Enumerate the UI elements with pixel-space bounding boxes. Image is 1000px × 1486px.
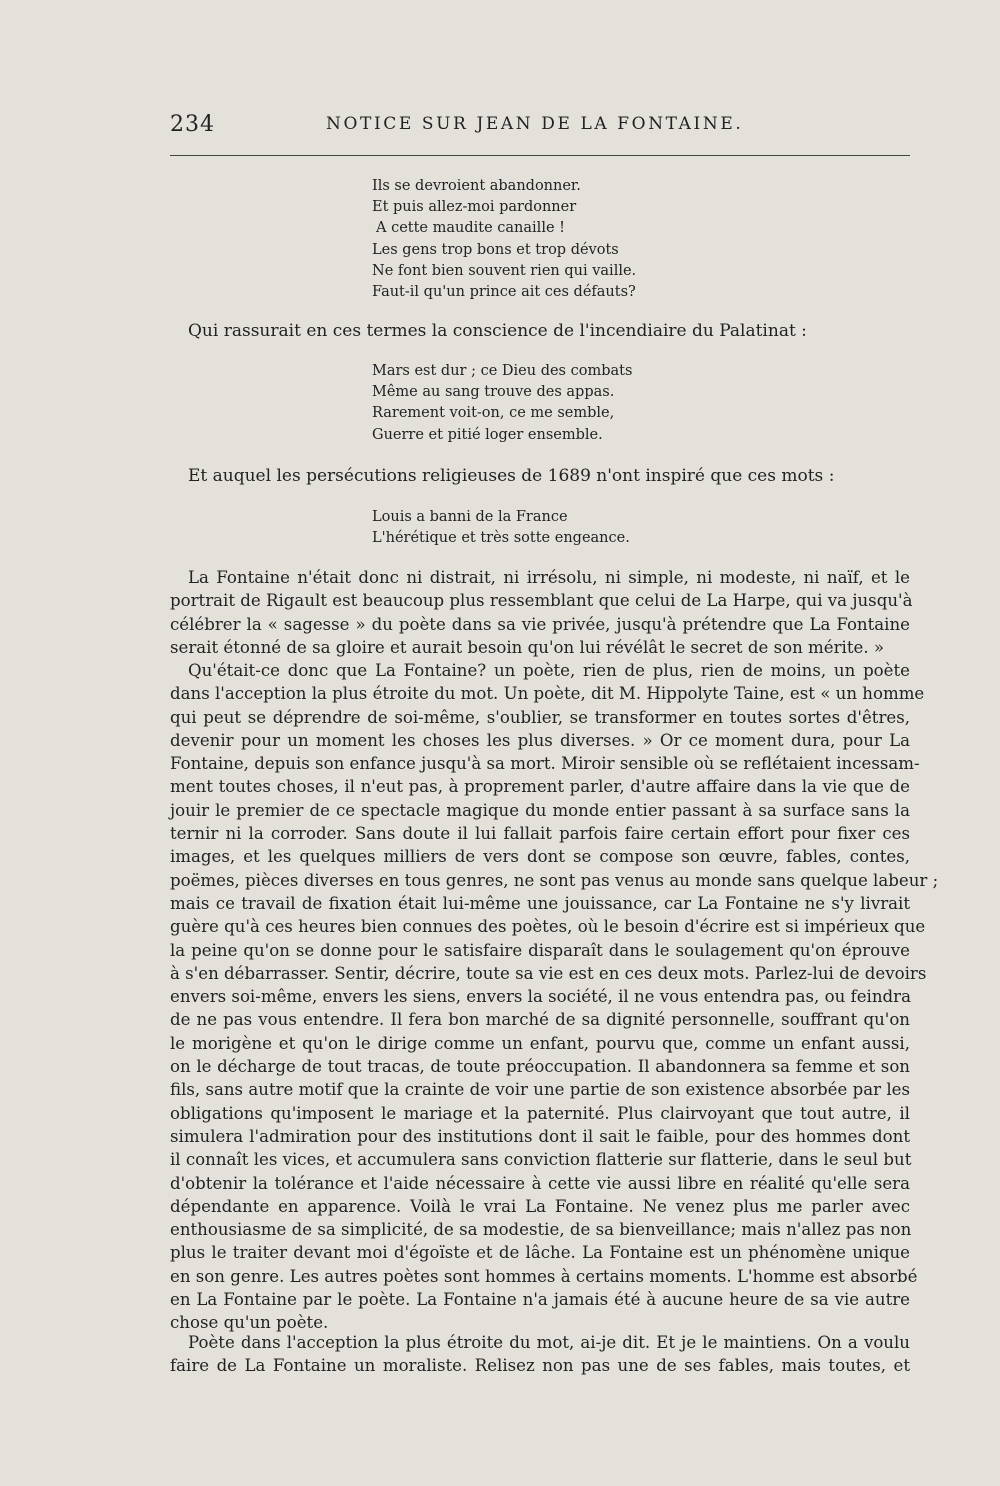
paragraph-1 (170, 566, 913, 659)
verse-line: Ne font bien souvent rien qui vaille. (372, 262, 637, 279)
paragraph-line: La Fontaine n'était donc ni distrait, ni irrésolu, ni simple, ni modeste, ni naïf, et le (188, 568, 910, 587)
verse-line: L'hérétique et très sotte engeance. (372, 530, 630, 547)
paragraph-line: fils, sans autre motif que la crainte de voir une partie de son existence absorbée par les (170, 1080, 910, 1100)
paragraph-line: de ne pas vous entendre. Il fera bon marché de sa dignité personnelle, souffrant qu'on (170, 1010, 910, 1030)
paragraph-line: chose qu'un poète. (170, 1313, 329, 1333)
verse-line: Louis a banni de la France (372, 509, 568, 525)
paragraph-line: faire de La Fontaine un moraliste. Relisez non pas une de ses fables, mais toutes, et (170, 1356, 910, 1376)
verse-line: Faut-il qu'un prince ait ces défauts? (372, 284, 636, 301)
page-header (170, 112, 910, 142)
paragraph-line: portrait de Rigault est beaucoup plus ressemblant que celui de La Harpe, qui va jusqu'à (170, 591, 913, 611)
paragraph-line: images, et les quelques milliers de vers dont se compose son œuvre, fables, contes, (170, 847, 910, 867)
paragraph-line: en La Fontaine par le poète. La Fontaine n'a jamais été à aucune heure de sa vie autre (170, 1290, 910, 1310)
verse-line: A cette maudite canaille ! (376, 220, 565, 237)
paragraph-2 (170, 659, 939, 1335)
paragraph-line: le morigène et qu'on le dirige comme un enfant, pourvu que, comme un enfant aussi, (170, 1033, 910, 1053)
paragraph-line: il connaît les vices, et accumulera sans conviction flatterie sur flatterie, dans le seul but (170, 1150, 912, 1170)
paragraph-line: dans l'acception la plus étroite du mot. Un poète, dit M. Hippolyte Taine, est « un homme (170, 684, 925, 704)
paragraph-line: qui peut se déprendre de soi-même, s'oublier, se transformer en toutes sortes d'êtres, (170, 707, 910, 727)
verse-line: Guerre et pitié loger ensemble. (372, 426, 603, 443)
verse-line: Rarement voit-on, ce me semble, (372, 405, 615, 422)
paragraph-line: guère qu'à ces heures bien connues des poètes, où le besoin d'écrire est si impérieux que (170, 917, 926, 937)
intro-line-1: Qui rassurait en ces termes la conscience de l'incendiaire du Palatinat : (188, 321, 807, 341)
paragraph-line: à s'en débarrasser. Sentir, décrire, toute sa vie est en ces deux mots. Parlez-lui de devoirs (170, 963, 927, 983)
paragraph-line: simulera l'admiration pour des institutions dont il sait le faible, pour des hommes dont (170, 1126, 910, 1146)
paragraph-line: obligations qu'imposent le mariage et la paternité. Plus clairvoyant que tout autre, il (170, 1103, 910, 1123)
verse-block-2 (372, 361, 632, 446)
intro-line-2: Et auquel les persécutions religieuses de 1689 n'ont inspiré que ces mots : (188, 466, 835, 486)
paragraph-line: jouir le premier de ce spectacle magique du monde entier passant à sa surface sans la (170, 800, 910, 820)
paragraph-line: ternir ni la corroder. Sans doute il lui fallait parfois faire certain effort pour fixer ces (170, 824, 910, 844)
paragraph-line: serait étonné de sa gloire et aurait besoin qu'on lui révélât le secret de son mérite. » (170, 637, 885, 657)
paragraph-line: d'obtenir la tolérance et l'aide nécessaire à cette vie aussi libre en réalité qu'elle sera (170, 1173, 910, 1193)
paragraph-3 (170, 1331, 910, 1378)
paragraph-line: ment toutes choses, il n'eut pas, à proprement parler, d'autre affaire dans la vie que de (170, 777, 910, 797)
verse-line: Ils se devroient abandonner. (372, 178, 581, 194)
paragraph-line: enthousiasme de sa simplicité, de sa modestie, de sa bienveillance; mais n'allez pas non (170, 1220, 912, 1240)
paragraph-line: dépendante en apparence. Voilà le vrai La Fontaine. Ne venez plus me parler avec (170, 1196, 910, 1216)
header-rule (170, 155, 910, 156)
paragraph-line: Fontaine, depuis son enfance jusqu'à sa mort. Miroir sensible où se reflétaient incessam- (170, 754, 920, 774)
paragraph-line: Qu'était-ce donc que La Fontaine? un poète, rien de plus, rien de moins, un poète (188, 661, 910, 680)
paragraph-line: Poète dans l'acception la plus étroite du mot, ai-je dit. Et je le maintiens. On a voulu (188, 1333, 910, 1352)
paragraph-line: on le décharge de tout tracas, de toute préoccupation. Il abandonnera sa femme et son (170, 1057, 910, 1077)
paragraph-line: célébrer la « sagesse » du poète dans sa vie privée, jusqu'à prétendre que La Fontaine (170, 614, 910, 634)
paragraph-line: en son genre. Les autres poètes sont hommes à certains moments. L'homme est absorbé (170, 1266, 918, 1286)
paragraph-line: devenir pour un moment les choses les plus diverses. » Or ce moment dura, pour La (170, 730, 910, 750)
verse-block-1 (372, 176, 636, 303)
verse-block-3 (372, 507, 630, 549)
verse-line: Mars est dur ; ce Dieu des combats (372, 363, 633, 379)
verse-line: Et puis allez-moi pardonner (372, 199, 577, 216)
verse-line: Les gens trop bons et trop dévots (372, 241, 619, 258)
running-title: NOTICE SUR JEAN DE LA FONTAINE. (326, 114, 744, 134)
paragraph-line: mais ce travail de fixation était lui-même une jouissance, car La Fontaine ne s'y livrait (170, 893, 910, 913)
paragraph-line: la peine qu'on se donne pour le satisfaire disparaît dans le soulagement qu'on éprouve (170, 940, 910, 960)
paragraph-line: poëmes, pièces diverses en tous genres, ne sont pas venus au monde sans quelque labeur ; (170, 870, 939, 890)
paragraph-line: plus le traiter devant moi d'égoïste et de lâche. La Fontaine est un phénomène unique (170, 1243, 910, 1263)
page-number: 234 (170, 112, 215, 137)
paragraph-line: envers soi-même, envers les siens, envers la société, il ne vous entendra pas, ou feindra (170, 987, 911, 1007)
verse-line: Même au sang trouve des appas. (372, 384, 615, 401)
